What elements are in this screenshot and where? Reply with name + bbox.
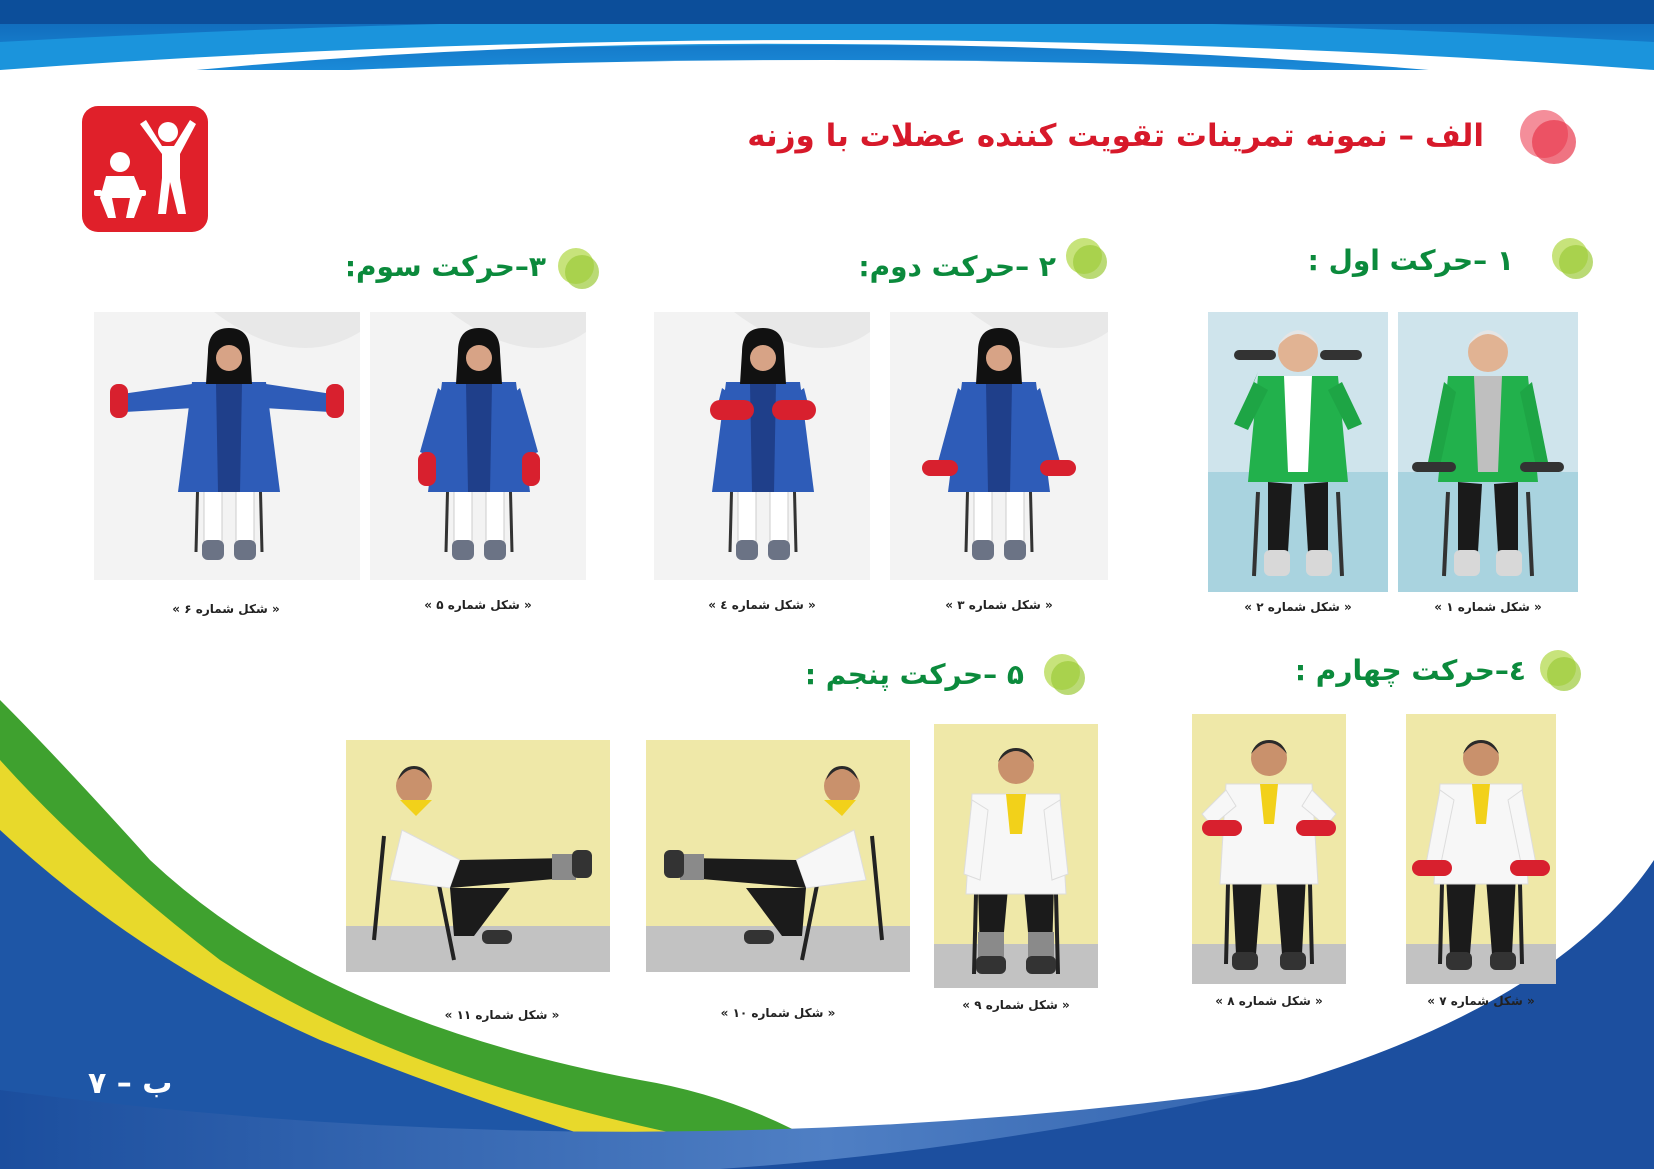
section-title-move2: ۲ –حرکت دوم: xyxy=(858,250,1056,283)
section-bullet-icon xyxy=(1042,652,1088,698)
figure-caption-7: « شکل شماره ۷ » xyxy=(1427,994,1535,1008)
exercise-photo-2 xyxy=(1208,312,1388,592)
exercise-photo-6 xyxy=(94,312,360,580)
figure-caption-11: « شکل شماره ۱۱ » xyxy=(444,1008,560,1022)
figure-caption-8: « شکل شماره ۸ » xyxy=(1215,994,1323,1008)
figure-caption-3: « شکل شماره ۳ » xyxy=(945,598,1053,612)
figure-caption-2: « شکل شماره ۲ » xyxy=(1244,600,1352,614)
logo-badge xyxy=(82,106,208,232)
figure-caption-6: « شکل شماره ۶ » xyxy=(172,602,280,616)
section-bullet-icon xyxy=(1550,236,1596,282)
title-bullet-icon xyxy=(1518,108,1580,170)
page-number: ب – ۷ xyxy=(88,1066,173,1101)
figure-caption-1: « شکل شماره ۱ » xyxy=(1434,600,1542,614)
exercise-photo-5 xyxy=(370,312,586,580)
exercise-photo-7 xyxy=(1406,714,1556,984)
figure-caption-9: « شکل شماره ۹ » xyxy=(962,998,1070,1012)
exercise-photo-10 xyxy=(646,740,910,972)
exercise-photo-4 xyxy=(654,312,870,580)
seated-and-standing-figures-icon xyxy=(82,106,208,232)
exercise-photo-8 xyxy=(1192,714,1346,984)
figure-caption-4: « شکل شماره ٤ » xyxy=(708,598,816,612)
figure-caption-10: « شکل شماره ۱۰ » xyxy=(720,1006,836,1020)
page-title: الف – نمونه تمرینات تقویت کننده عضلات با وزنه xyxy=(747,118,1484,154)
section-bullet-icon xyxy=(556,246,602,292)
section-title-move1: ۱ –حرکت اول : xyxy=(1307,244,1514,277)
exercise-photo-11 xyxy=(346,740,610,972)
exercise-photo-3 xyxy=(890,312,1108,580)
section-title-move5: ۵ –حرکت پنجم : xyxy=(804,658,1024,691)
section-bullet-icon xyxy=(1538,648,1584,694)
exercise-photo-1 xyxy=(1398,312,1578,592)
figure-caption-5: « شکل شماره ۵ » xyxy=(424,598,532,612)
exercise-photo-9 xyxy=(934,724,1098,988)
section-title-move3: ۳–حرکت سوم: xyxy=(344,250,546,283)
section-title-move4: ٤–حرکت چهارم : xyxy=(1294,654,1526,687)
section-bullet-icon xyxy=(1064,236,1110,282)
